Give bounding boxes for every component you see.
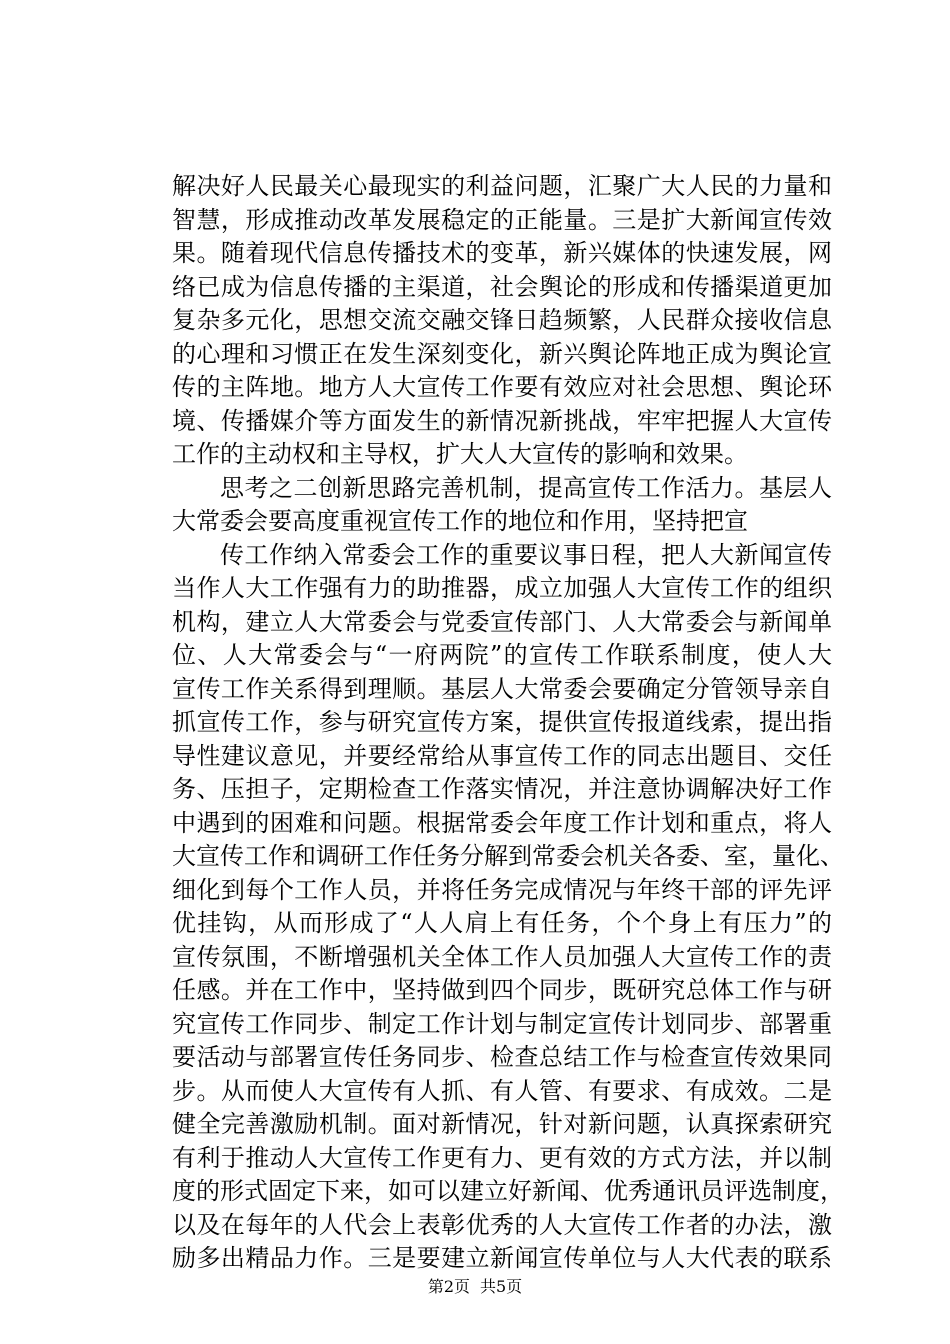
text-line: 健全完善激励机制。面对新情况，针对新问题，认真探索研究	[172, 1110, 832, 1138]
text-line: 步。从而使人大宣传有人抓、有人管、有要求、有成效。二是	[172, 1076, 832, 1105]
text-line: 优挂钩，从而形成了“人人肩上有任务，个个身上有压力”的	[172, 909, 832, 937]
text-line: 要活动与部署宣传任务同步、检查总结工作与检查宣传效果同	[172, 1043, 832, 1071]
page-number: 第2页	[427, 1277, 470, 1296]
text-line: 工作的主动权和主导权，扩大人大宣传的影响和效果。	[172, 440, 748, 468]
text-line: 果。随着现代信息传播技术的变革，新兴媒体的快速发展，网	[172, 239, 832, 267]
page-total: 共5页	[480, 1277, 523, 1296]
text-line: 思考之二创新思路完善机制，提高宣传工作活力。基层人	[220, 473, 832, 502]
text-line: 有利于推动人大宣传工作更有力、更有效的方式方法，并以制	[172, 1143, 832, 1172]
text-line: 复杂多元化，思想交流交融交锋日趋频繁，人民群众接收信息	[172, 306, 832, 334]
body-text	[172, 170, 844, 1276]
text-line: 宣传氛围，不断增强机关全体工作人员加强人大宣传工作的责	[172, 942, 832, 971]
text-line: 细化到每个工作人员，并将任务完成情况与年终干部的评先评	[172, 875, 832, 904]
page-footer	[0, 1277, 950, 1297]
text-line: 传工作纳入常委会工作的重要议事日程，把人大新闻宣传	[220, 540, 832, 569]
text-line: 的心理和习惯正在发生深刻变化，新兴舆论阵地正成为舆论宣	[172, 339, 832, 368]
text-line: 度的形式固定下来，如可以建立好新闻、优秀通讯员评选制度，	[172, 1177, 844, 1205]
text-line: 抓宣传工作，参与研究宣传方案，提供宣传报道线索，提出指	[172, 708, 832, 736]
text-line: 任感。并在工作中，坚持做到四个同步，既研究总体工作与研	[172, 976, 832, 1004]
text-line: 传的主阵地。地方人大宣传工作要有效应对社会思想、舆论环	[172, 373, 832, 401]
text-line: 中遇到的困难和问题。根据常委会年度工作计划和重点，将人	[172, 808, 832, 837]
text-line: 导性建议意见，并要经常给从事宣传工作的同志出题目、交任	[172, 741, 832, 770]
text-line: 宣传工作关系得到理顺。基层人大常委会要确定分管领导亲自	[172, 674, 832, 703]
text-line: 解决好人民最关心最现实的利益问题，汇聚广大人民的力量和	[172, 172, 832, 200]
text-line: 大常委会要高度重视宣传工作的地位和作用，坚持把宣	[172, 507, 748, 535]
text-line: 境、传播媒介等方面发生的新情况新挑战，牢牢把握人大宣传	[172, 406, 832, 435]
text-line: 智慧，形成推动改革发展稳定的正能量。三是扩大新闻宣传效	[172, 205, 832, 234]
text-line: 务、压担子，定期检查工作落实情况，并注意协调解决好工作	[172, 775, 832, 803]
text-line: 究宣传工作同步、制定工作计划与制定宣传计划同步、部署重	[172, 1009, 832, 1038]
text-line: 大宣传工作和调研工作任务分解到常委会机关各委、室，量化、	[172, 842, 844, 870]
text-line: 络已成为信息传播的主渠道，社会舆论的形成和传播渠道更加	[172, 272, 832, 301]
text-line: 当作人大工作强有力的助推器，成立加强人大宣传工作的组织	[172, 574, 832, 602]
text-line: 机构，建立人大常委会与党委宣传部门、人大常委会与新闻单	[172, 607, 832, 636]
text-line: 励多出精品力作。三是要建立新闻宣传单位与人大代表的联系	[172, 1244, 832, 1272]
text-line: 以及在每年的人代会上表彰优秀的人大宣传工作者的办法，激	[172, 1210, 832, 1239]
text-line: 位、人大常委会与“一府两院”的宣传工作联系制度，使人大	[172, 641, 832, 669]
